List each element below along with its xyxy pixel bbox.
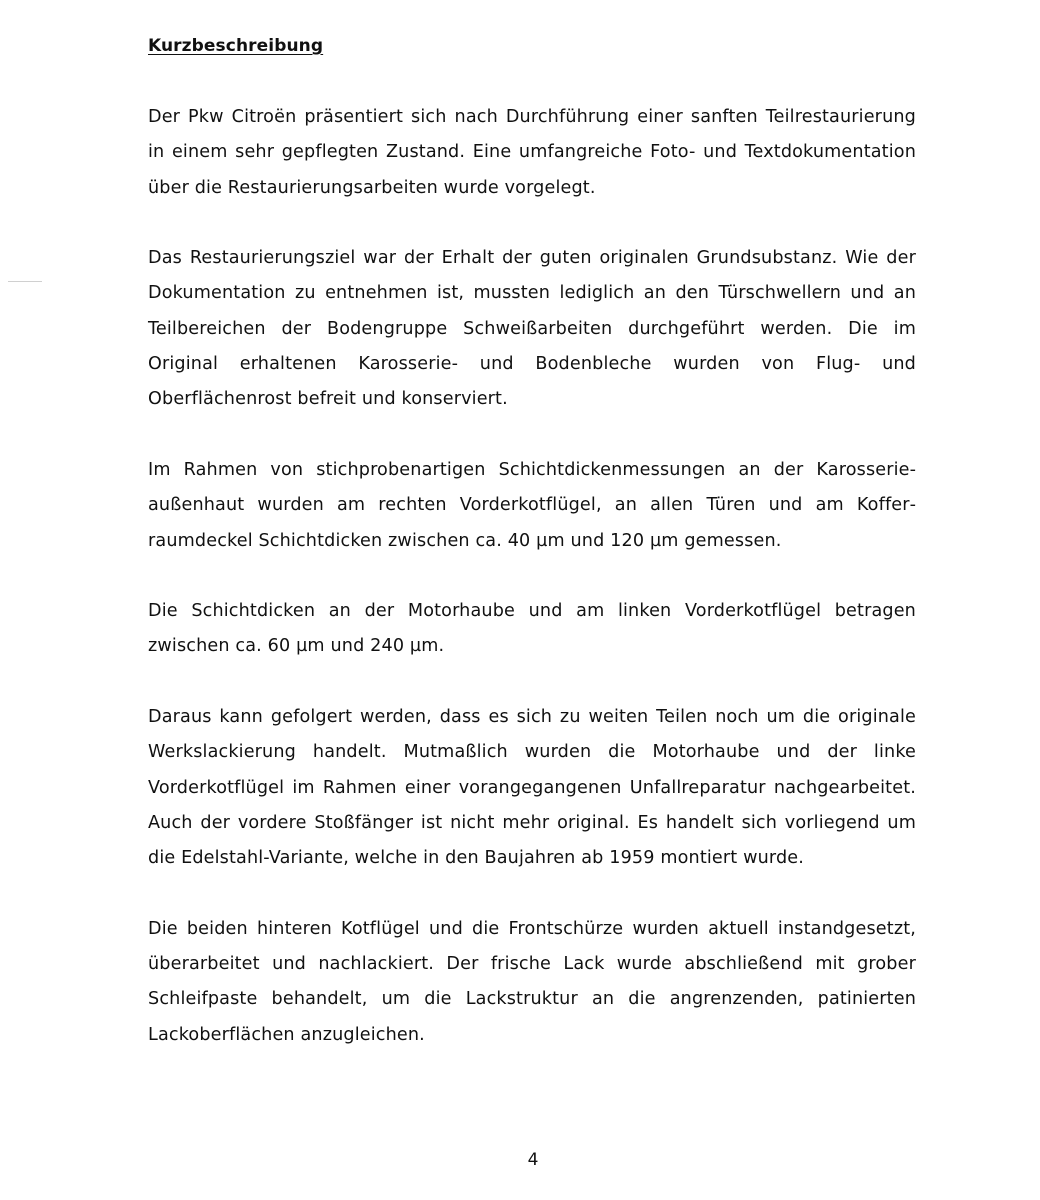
page-number: 4 — [527, 1150, 539, 1170]
margin-mark — [8, 281, 42, 282]
paragraph-6: Die beiden hinteren Kotflügel und die Frontschürze wurden aktuell instandgesetzt, überarbeitet und nachlackiert. Der frische Lack wurde abschließend mit grober Schleifpaste behandelt, um die Lackstruktur an die angrenzenden, patinierten Lackoberflächen anzugleichen. — [148, 918, 916, 1045]
paragraph-1: Der Pkw Citroën präsentiert sich nach Durchführung einer sanften Teilrestaurierung in einem sehr gepflegten Zustand. Eine umfangreiche Foto- und Textdokumentation über die Restaurierungsarbeiten wurde vorgelegt. — [148, 107, 916, 198]
section-heading: Kurzbeschreibung — [148, 36, 324, 56]
paragraph-3: Im Rahmen von stichprobenartigen Schichtdickenmessungen an der Karosserieaußenhaut wurden am rechten Vorderkotflügel, an allen Türen und am Kofferraumdeckel Schichtdicken zwischen ca. 40 µm und 120 µm gemessen. — [148, 459, 916, 551]
paragraph-2: Das Restaurierungsziel war der Erhalt der guten originalen Grundsubstanz. Wie der Dokumentation zu entnehmen ist, mussten lediglich an den Türschwellern und an Teilbereichen der Bodengruppe Schweißarbeiten durchgeführt werden. Die im Original erhaltenen Karosserie- und Bodenbleche wurden von Flug- und Oberflächenrost befreit und konserviert. — [148, 248, 916, 410]
body-text — [148, 100, 916, 1088]
paragraph-4: Die Schichtdicken an der Motorhaube und am linken Vorderkotflügel betragen zwischen ca. 60 µm und 240 µm. — [148, 601, 916, 657]
paragraph-5: Daraus kann gefolgert werden, dass es sich zu weiten Teilen noch um die originale Werkslackierung handelt. Mutmaßlich wurden die Motorhaube und der linke Vorderkotflügel im Rahmen einer vorangegangenen Unfallreparatur nachgearbeitet. Auch der vordere Stoßfänger ist nicht mehr original. Es handelt sich vorliegend um die Edelstahl-Variante, welche in den Baujahren ab 1959 montiert wurde. — [148, 707, 916, 869]
